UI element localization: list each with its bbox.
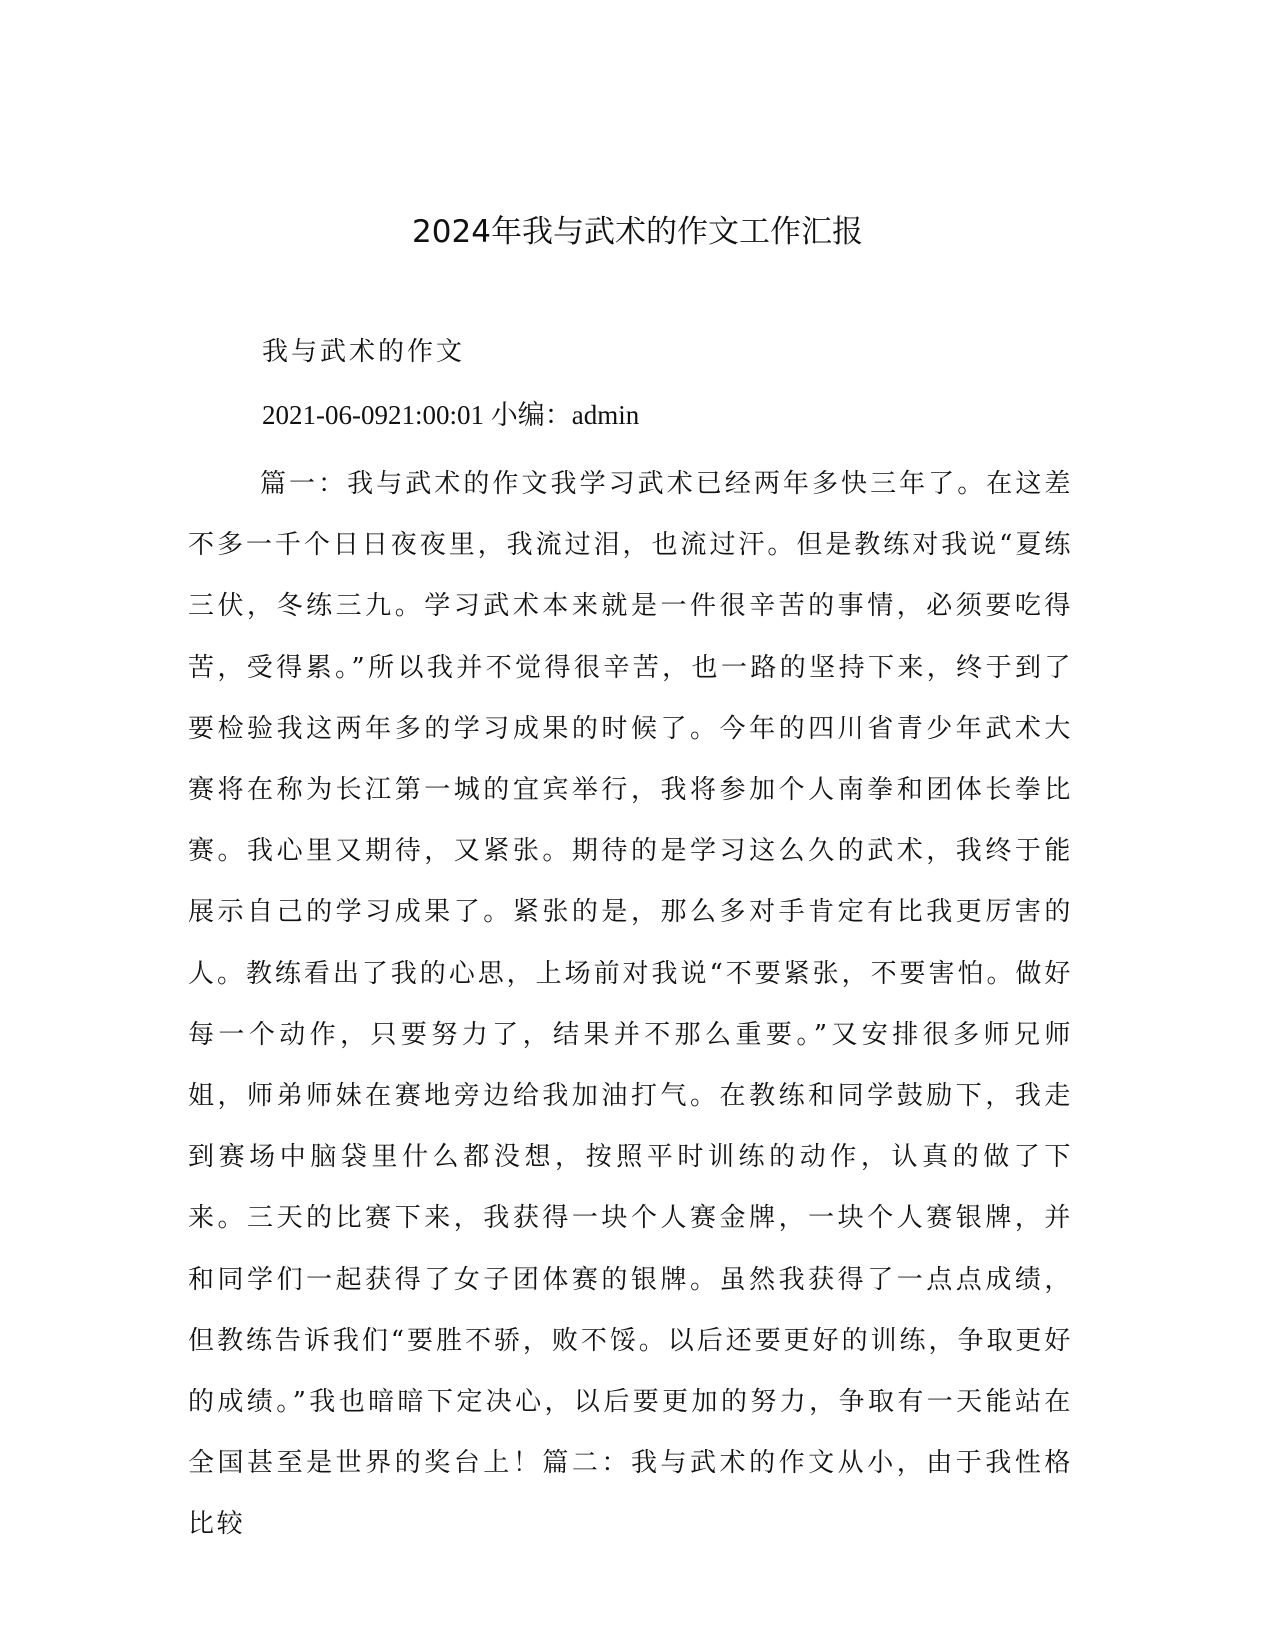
post-meta: 2021-06-0921:00:01 小编：admin <box>262 400 640 430</box>
essay-body: 篇一：我与武术的作文我学习武术已经两年多快三年了。在这差不多一千个日日夜夜里，我流过泪，也流过汗。但是教练对我说“夏练三伏，冬练三九。学习武术本来就是一件很辛苦的事情，必须要吃得苦，受得累。”所以我并不觉得很辛苦，也一路的坚持下来，终于到了要检验我这两年多的学习成果的时候了。今年的四川省青少年武术大赛将在称为长江第一城的宜宾举行，我将参加个人南拳和团体长拳比赛。我心里又期待，又紧张。期待的是学习这么久的武术，我终于能展示自己的学习成果了。紧张的是，那么多对手肯定有比我更厉害的人。教练看出了我的心思，上场前对我说“不要紧张，不要害怕。做好每一个动作，只要努力了，结果并不那么重要。”又安排很多师兄师姐，师弟师妹在赛地旁边给我加油打气。在教练和同学鼓励下，我走到赛场中脑袋里什么都没想，按照平时训练的动作，认真的做了下来。三天的比赛下来，我获得一块个人赛金牌，一块个人赛银牌，并和同学们一起获得了女子团体赛的银牌。虽然我获得了一点点成绩，但教练告诉我们“要胜不骄，败不馁。以后还要更好的训练，争取更好的成绩。”我也暗暗下定决心，以后要更加的努力，争取有一天能站在全国甚至是世界的奖台上！篇二：我与武术的作文从小，由于我性格比较 <box>188 469 1073 1540</box>
document-title: 2024年我与武术的作文工作汇报 <box>412 214 863 250</box>
essay-subtitle: 我与武术的作文 <box>262 337 466 367</box>
